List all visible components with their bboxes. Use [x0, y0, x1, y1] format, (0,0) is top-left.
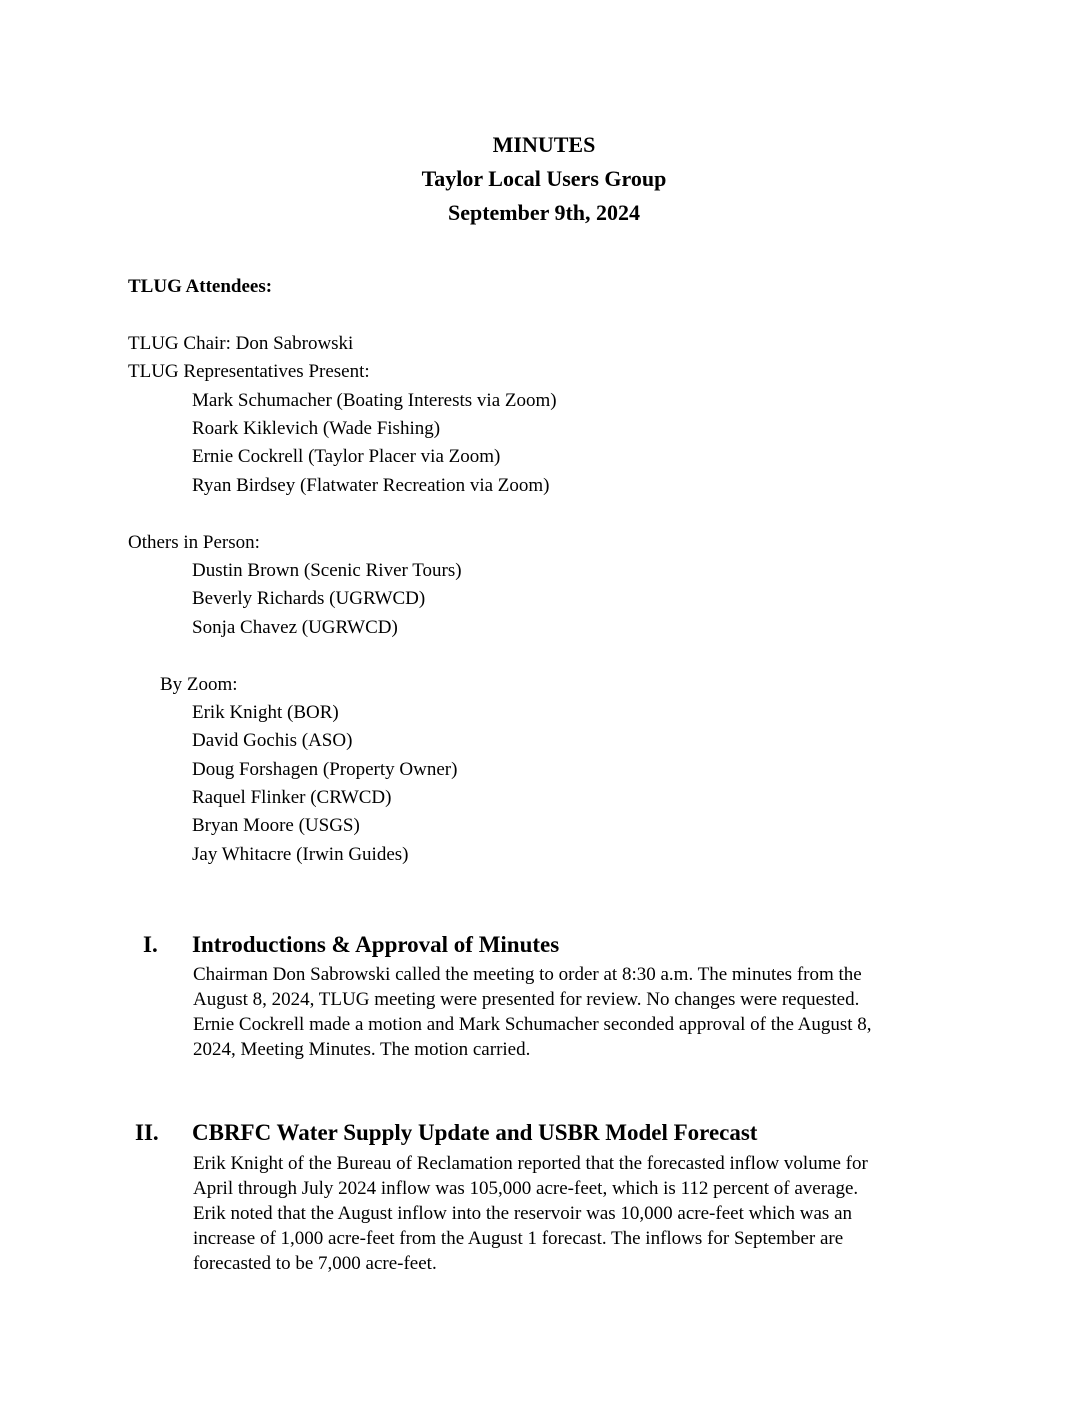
other-attendee-item: Sonja Chavez (UGRWCD)	[192, 617, 398, 638]
zoom-attendee-item: Jay Whitacre (Irwin Guides)	[192, 844, 409, 865]
zoom-attendee-item: David Gochis (ASO)	[192, 730, 353, 751]
section-title: Introductions & Approval of Minutes	[192, 932, 560, 957]
section-number: I.	[143, 932, 158, 957]
paragraph-line: forecasted to be 7,000 acre-feet.	[193, 1253, 437, 1274]
others-label: Others in Person:	[128, 532, 260, 553]
paragraph-line: increase of 1,000 acre-feet from the August 1 forecast. The inflows for September are	[193, 1228, 844, 1249]
section-number: II.	[135, 1120, 159, 1145]
paragraph-line: Erik Knight of the Bureau of Reclamation reported that the forecasted inflow volume for	[193, 1153, 868, 1174]
paragraph-line: Erik noted that the August inflow into the reservoir was 10,000 acre-feet which was an	[193, 1203, 853, 1224]
zoom-attendee-item: Raquel Flinker (CRWCD)	[192, 787, 392, 808]
meeting-date: September 9th, 2024	[447, 200, 641, 225]
paragraph-line: Ernie Cockrell made a motion and Mark Schumacher seconded approval of the August 8,	[193, 1014, 872, 1035]
other-attendee-item: Beverly Richards (UGRWCD)	[192, 588, 426, 609]
section-title: CBRFC Water Supply Update and USBR Model Forecast	[192, 1120, 758, 1145]
section-paragraph	[193, 1151, 963, 1276]
chair-line: TLUG Chair: Don Sabrowski	[128, 333, 354, 354]
document-title: MINUTES	[492, 132, 596, 157]
zoom-label: By Zoom:	[160, 674, 238, 695]
paragraph-line: August 8, 2024, TLUG meeting were presented for review. No changes were requested.	[193, 989, 860, 1010]
zoom-attendee-item: Bryan Moore (USGS)	[192, 815, 360, 836]
zoom-attendee-item: Doug Forshagen (Property Owner)	[192, 759, 458, 780]
representatives-label: TLUG Representatives Present:	[128, 361, 370, 382]
paragraph-line: 2024, Meeting Minutes. The motion carried.	[193, 1039, 531, 1060]
representative-item: Roark Kiklevich (Wade Fishing)	[192, 418, 441, 439]
other-attendee-item: Dustin Brown (Scenic River Tours)	[192, 560, 462, 581]
section-paragraph	[193, 962, 963, 1062]
paragraph-line: Chairman Don Sabrowski called the meeting to order at 8:30 a.m. The minutes from the	[193, 964, 862, 985]
group-name: Taylor Local Users Group	[421, 166, 667, 191]
paragraph-line: April through July 2024 inflow was 105,000 acre-feet, which is 112 percent of average.	[193, 1178, 859, 1199]
document-header	[0, 128, 1088, 230]
zoom-attendee-item: Erik Knight (BOR)	[192, 702, 339, 723]
attendees-heading: TLUG Attendees:	[128, 276, 273, 297]
representative-item: Ryan Birdsey (Flatwater Recreation via Zoom)	[192, 475, 550, 496]
representative-item: Mark Schumacher (Boating Interests via Zoom)	[192, 390, 557, 411]
representative-item: Ernie Cockrell (Taylor Placer via Zoom)	[192, 446, 501, 467]
